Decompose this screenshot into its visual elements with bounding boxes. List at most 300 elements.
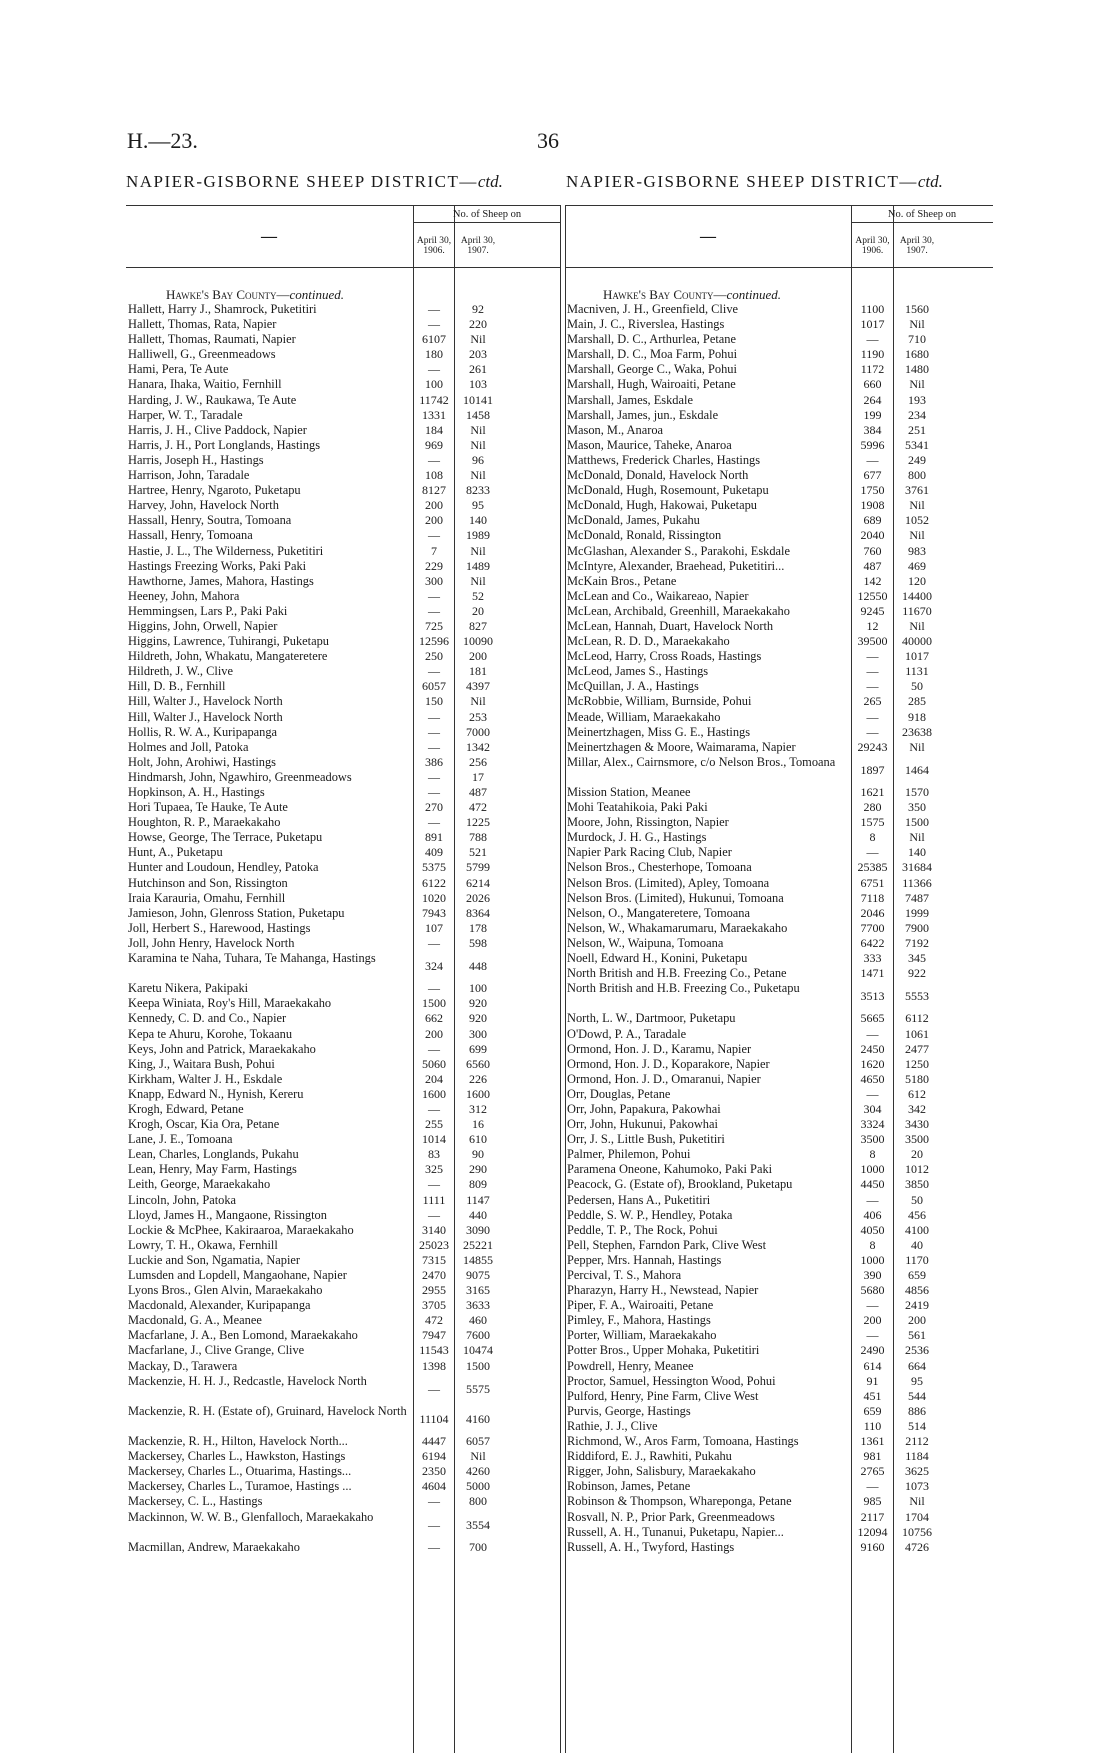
sheep-count-1906: 142 <box>863 573 882 588</box>
sheep-count-1907: 5575 <box>466 1381 490 1396</box>
sheep-count-1907: 178 <box>469 920 487 935</box>
sheep-count-1907: 120 <box>908 573 926 588</box>
sheep-count-1906: 6107 <box>422 332 446 347</box>
sheep-count-1907: 193 <box>908 392 926 407</box>
sheep-count-1907: 4397 <box>466 679 490 694</box>
sheep-count-1906: 11742 <box>419 392 449 407</box>
table-row <box>126 1208 561 1223</box>
sheep-count-1907: 800 <box>469 1494 487 1509</box>
owner-name: Pepper, Mrs. Hannah, Hastings <box>567 1252 722 1267</box>
sheep-count-1906: 5996 <box>860 437 885 452</box>
sheep-count-1906: — <box>428 815 440 830</box>
table-row <box>565 1389 993 1404</box>
table-row <box>126 453 561 468</box>
sheep-count-1907: 920 <box>469 996 487 1011</box>
owner-name: Halliwell, G., Greenmeadows <box>128 347 276 362</box>
sheep-count-1906: 29243 <box>857 739 888 754</box>
header-rule <box>413 222 561 223</box>
owner-name: Luckie and Son, Ngamatia, Napier <box>128 1252 301 1267</box>
sheep-count-1906: — <box>428 739 440 754</box>
owner-name: Percival, T. S., Mahora <box>567 1268 682 1282</box>
table-row <box>565 1162 993 1177</box>
owner-name: Hallett, Thomas, Rata, Napier <box>128 317 277 332</box>
sheep-count-1907: 103 <box>469 377 487 392</box>
sheep-count-1906: 5060 <box>422 1056 446 1071</box>
sheep-count-1907: 1225 <box>466 815 490 830</box>
sheep-count-1907: 2026 <box>466 890 490 905</box>
table-row <box>565 453 993 468</box>
table-row <box>565 740 993 755</box>
owner-name: Harris, J. H., Clive Paddock, Napier <box>128 422 307 437</box>
sheep-count-1906: — <box>428 785 440 799</box>
sheep-count-1906: 1172 <box>860 362 885 377</box>
owner-name: Nelson, O., Mangateretere, Tomoana <box>567 905 750 920</box>
sheep-count-1907: 1131 <box>905 664 929 679</box>
sheep-count-1906: 2040 <box>860 528 885 543</box>
owner-name: Meinertzhagen, Miss G. E., Hastings <box>567 724 751 739</box>
right-table <box>565 205 993 1753</box>
table-row <box>565 317 993 332</box>
sheep-count-1906: 1398 <box>422 1358 446 1373</box>
sheep-count-1907: 256 <box>469 754 487 769</box>
sheep-count-1907: 918 <box>908 709 926 724</box>
sheep-count-1907: 922 <box>908 966 926 981</box>
left-title-text: NAPIER-GISBORNE SHEEP DISTRICT— <box>126 172 478 191</box>
owner-name: Purvis, George, Hastings <box>567 1403 691 1418</box>
table-row <box>126 936 561 951</box>
table-row <box>565 377 993 392</box>
sheep-count-1906: 2350 <box>422 1464 446 1479</box>
table-row <box>126 1479 561 1494</box>
sheep-count-1907: 50 <box>911 1192 923 1207</box>
sheep-count-1906: 2046 <box>860 905 885 920</box>
sheep-count-1906: — <box>428 302 440 316</box>
sheep-count-1906: 1600 <box>422 1086 446 1101</box>
sheep-count-1907: 788 <box>469 830 487 845</box>
owner-name: Leith, George, Maraekakaho <box>128 1177 271 1192</box>
sheep-count-1907: 8233 <box>466 483 490 498</box>
sheep-count-1906: 3705 <box>422 1298 446 1313</box>
table-row <box>126 574 561 589</box>
sheep-count-1907: 6112 <box>905 1011 929 1026</box>
sheep-count-1907: 5000 <box>466 1479 490 1494</box>
table-row <box>126 302 561 317</box>
sheep-count-1907: 800 <box>908 468 926 483</box>
table-row <box>565 468 993 483</box>
sheep-count-1907: 5553 <box>905 989 929 1004</box>
sheep-count-1907: 4856 <box>905 1283 929 1298</box>
owner-name: Ormond, Hon. J. D., Koparakore, Napier <box>567 1056 770 1071</box>
owner-name: Lowry, T. H., Okawa, Fernhill <box>128 1237 278 1252</box>
owner-name: Kirkham, Walter J. H., Eskdale <box>128 1071 283 1086</box>
table-row <box>565 1404 993 1419</box>
table-top-rule <box>565 205 993 206</box>
table-row <box>565 1027 993 1042</box>
owner-name: Mohi Teatahikoia, Paki Paki <box>567 800 708 815</box>
sheep-count-1906: — <box>866 1328 879 1343</box>
col-1907-header: April 30, 1907. <box>460 236 496 256</box>
table-row <box>565 664 993 679</box>
sheep-count-1907: 710 <box>908 332 926 347</box>
left-rows <box>126 302 561 1555</box>
sheep-count-1907: 7600 <box>466 1328 490 1343</box>
owner-name: Lane, J. E., Tomoana <box>128 1132 233 1147</box>
table-row <box>126 1464 561 1479</box>
sheep-count-1907: 1989 <box>466 528 490 543</box>
sheep-count-1907: 886 <box>908 1403 926 1418</box>
sheep-count-1906: 1000 <box>860 1162 885 1177</box>
col-1906-header: April 30, 1906. <box>416 236 452 256</box>
table-row <box>565 755 993 785</box>
sheep-count-1906: 7943 <box>422 905 446 920</box>
sheep-count-1906: 200 <box>863 1313 882 1328</box>
table-row <box>126 1494 561 1509</box>
sheep-count-1906: 5680 <box>860 1283 885 1298</box>
table-row <box>126 951 561 981</box>
sheep-count-1906: 487 <box>863 558 882 573</box>
sheep-count-1906: — <box>428 1177 440 1192</box>
sheep-count-1907: 253 <box>469 709 487 724</box>
sheep-count-1907: 7487 <box>905 890 929 905</box>
sheep-count-1906: 204 <box>425 1071 443 1086</box>
sheep-count-1906: 6751 <box>860 875 885 890</box>
sheep-count-1906: 280 <box>863 800 882 815</box>
sheep-count-1906: — <box>866 452 879 467</box>
sheep-count-1906: — <box>428 1041 440 1056</box>
owner-name: McDonald, Ronald, Rissington <box>567 528 722 543</box>
sheep-count-1906: 969 <box>425 437 443 452</box>
sheep-count-1907: 4260 <box>466 1464 490 1479</box>
table-row <box>565 559 993 574</box>
header-dash: — <box>261 228 277 245</box>
sheep-count-1906: — <box>428 709 440 724</box>
sheep-count-1906: — <box>866 724 879 739</box>
sheep-count-1907: 809 <box>469 1177 487 1192</box>
sheep-count-1906: 1361 <box>860 1434 885 1449</box>
sheep-count-1906: 614 <box>863 1358 882 1373</box>
owner-name: Mackersey, Charles L., Hawkston, Hastings <box>128 1449 346 1464</box>
table-row <box>565 845 993 860</box>
owner-name: McLean, Hannah, Duart, Havelock North <box>567 618 774 633</box>
table-row <box>565 332 993 347</box>
owner-name: Matthews, Frederick Charles, Hastings <box>567 452 761 467</box>
sheep-count-1907: 20 <box>911 1147 923 1162</box>
sheep-count-1906: — <box>866 332 879 347</box>
owner-name: Hassall, Henry, Soutra, Tomoana <box>128 513 292 528</box>
table-row <box>126 694 561 709</box>
sheep-count-1906: 3140 <box>422 1222 446 1237</box>
sheep-count-1906: 6422 <box>860 935 885 950</box>
table-row <box>565 1298 993 1313</box>
sheep-count-1907: 6057 <box>466 1434 490 1449</box>
sheep-count-1906: 1471 <box>860 966 885 981</box>
right-title-text: NAPIER-GISBORNE SHEEP DISTRICT— <box>566 172 918 191</box>
owner-name: Mackay, D., Tarawera <box>128 1358 238 1373</box>
owner-name: Richmond, W., Aros Farm, Tomoana, Hastings <box>567 1434 799 1449</box>
sheep-count-1906: 200 <box>425 513 443 528</box>
sheep-count-1907: 448 <box>469 959 487 974</box>
owner-name: Ormond, Hon. J. D., Omaranui, Napier <box>567 1071 761 1086</box>
table-row <box>565 1011 993 1026</box>
table-row <box>126 393 561 408</box>
owner-name: Hori Tupaea, Te Hauke, Te Aute <box>128 800 288 815</box>
table-row <box>126 332 561 347</box>
sheep-count-1906: 1100 <box>860 302 885 316</box>
sheep-count-1907: 3761 <box>905 483 929 498</box>
owner-name: Powdrell, Henry, Meanee <box>567 1358 694 1373</box>
sheep-count-1906: 1897 <box>860 762 885 777</box>
sheep-count-1907: 14400 <box>902 588 932 603</box>
sheep-count-1906: — <box>428 1539 440 1554</box>
sheep-count-header: No. of Sheep on <box>452 209 522 220</box>
owner-name: North, L. W., Dartmoor, Puketapu <box>567 1011 736 1026</box>
sheep-count-header: No. of Sheep on <box>887 209 957 220</box>
sheep-count-1906: 7700 <box>860 920 885 935</box>
sheep-count-1906: 333 <box>863 951 882 966</box>
table-row <box>565 679 993 694</box>
sheep-count-1907: 1147 <box>466 1192 490 1207</box>
owner-name: Lockie & McPhee, Kakiraaroa, Maraekakaho <box>128 1222 354 1237</box>
owner-name: Keys, John and Patrick, Maraekakaho <box>128 1041 316 1056</box>
owner-name: Macdonald, G. A., Meanee <box>128 1313 262 1328</box>
sheep-count-1906: 3513 <box>860 989 885 1004</box>
owner-name: Krogh, Oscar, Kia Ora, Petane <box>128 1117 280 1132</box>
sheep-count-1907: 10141 <box>463 392 493 407</box>
sheep-count-1906: 107 <box>425 920 443 935</box>
sheep-count-1906: — <box>866 649 879 664</box>
sheep-count-1906: 11104 <box>419 1411 449 1426</box>
sheep-count-1907: 1250 <box>905 1056 929 1071</box>
owner-name: Hanara, Ihaka, Waitio, Fernhill <box>128 377 282 392</box>
sheep-count-1907: 2419 <box>905 1298 929 1313</box>
owner-name: Palmer, Philemon, Pohui <box>567 1147 691 1162</box>
sheep-count-1906: 4650 <box>860 1071 885 1086</box>
sheep-count-1907: 345 <box>908 951 926 966</box>
sheep-count-1906: 7118 <box>860 890 885 905</box>
table-row <box>126 544 561 559</box>
owner-name: Lean, Henry, May Farm, Hastings <box>128 1162 297 1177</box>
sheep-count-1907: 1061 <box>905 1026 929 1041</box>
owner-name: Lloyd, James H., Mangaone, Rissington <box>128 1207 327 1222</box>
sheep-count-1907: 7900 <box>905 920 929 935</box>
owner-name: Mackenzie, R. H. (Estate of), Gruinard, Havelock North <box>128 1403 407 1418</box>
sheep-count-1906: 4604 <box>422 1479 446 1494</box>
owner-name: McLeod, Harry, Cross Roads, Hastings <box>567 649 762 664</box>
sheep-count-1907: 1999 <box>905 905 929 920</box>
owner-name: Meinertzhagen & Moore, Waimarama, Napier <box>567 739 796 754</box>
sheep-count-1907: 487 <box>469 785 487 799</box>
table-row <box>565 302 993 317</box>
table-row <box>126 679 561 694</box>
sheep-count-1907: 460 <box>469 1313 487 1328</box>
table-row <box>126 589 561 604</box>
sheep-count-1906: 184 <box>425 422 443 437</box>
owner-name: Rigger, John, Salisbury, Maraekakaho <box>567 1464 756 1479</box>
owner-name: Pulford, Henry, Pine Farm, Clive West <box>567 1388 759 1403</box>
table-row <box>126 347 561 362</box>
table-row <box>565 725 993 740</box>
sheep-count-1906: 2117 <box>860 1509 885 1524</box>
owner-name: Napier Park Racing Club, Napier <box>567 845 732 860</box>
sheep-count-1906: — <box>428 1381 440 1396</box>
table-row <box>565 1268 993 1283</box>
owner-name: Hemmingsen, Lars P., Paki Paki <box>128 603 288 618</box>
sheep-count-1907: 40 <box>911 1237 923 1252</box>
table-row <box>565 1042 993 1057</box>
table-row <box>565 574 993 589</box>
table-row <box>565 589 993 604</box>
table-top-rule <box>126 205 561 206</box>
sheep-count-1907: 10756 <box>902 1524 932 1539</box>
owner-name: Hill, Walter J., Havelock North <box>128 694 283 709</box>
sheep-count-1907: 16 <box>472 1117 484 1132</box>
sheep-count-1906: 300 <box>425 573 443 588</box>
sheep-count-1906: 108 <box>425 468 443 483</box>
owner-name: Hill, D. B., Fernhill <box>128 679 226 694</box>
owner-name: Marshall, D. C., Moa Farm, Pohui <box>567 347 738 362</box>
sheep-count-1906: 12 <box>866 618 879 633</box>
owner-name: Higgins, John, Orwell, Napier <box>128 618 278 633</box>
table-row <box>126 1117 561 1132</box>
owner-name: Hawthorne, James, Mahora, Hastings <box>128 573 314 588</box>
table-row <box>565 876 993 891</box>
sheep-count-1907: 290 <box>469 1162 487 1177</box>
table-row <box>565 544 993 559</box>
sheep-count-1907: 20 <box>472 603 484 618</box>
table-row <box>565 710 993 725</box>
sheep-count-1906: 2450 <box>860 1041 885 1056</box>
sheep-count-1907: 1017 <box>905 649 929 664</box>
sheep-count-1907: 3430 <box>905 1117 929 1132</box>
owner-name: Higgins, Lawrence, Tuhirangi, Puketapu <box>128 634 329 649</box>
sheep-count-1906: 100 <box>425 377 443 392</box>
sheep-count-1907: 1680 <box>905 347 929 362</box>
table-row <box>126 906 561 921</box>
owner-name: Orr, John, Hukunui, Pakowhai <box>567 1117 718 1132</box>
table-row <box>565 408 993 423</box>
owner-name: Orr, John, Papakura, Pakowhai <box>567 1101 721 1116</box>
sheep-count-1907: 2112 <box>905 1434 929 1449</box>
table-row <box>126 1223 561 1238</box>
sheep-count-1907: 612 <box>908 1086 926 1101</box>
sheep-count-1906: — <box>428 317 440 332</box>
table-row <box>126 876 561 891</box>
sheep-count-1907: 203 <box>469 347 487 362</box>
col-1907-header: April 30, 1907. <box>899 236 935 256</box>
sheep-count-1907: 3625 <box>905 1464 929 1479</box>
sheep-count-1907: 1480 <box>905 362 929 377</box>
section-heading <box>603 287 781 303</box>
table-row <box>565 936 993 951</box>
sheep-count-1907: 312 <box>469 1101 487 1116</box>
sheep-count-1906: 6122 <box>422 875 446 890</box>
table-row <box>565 800 993 815</box>
owner-name: Ormond, Hon. J. D., Karamu, Napier <box>567 1041 752 1056</box>
owner-name: Harris, J. H., Port Longlands, Hastings <box>128 437 321 452</box>
sheep-count-1907: Nil <box>470 468 486 483</box>
sheep-count-1907: 7000 <box>466 724 490 739</box>
sheep-count-1906: 8 <box>869 830 876 845</box>
table-row <box>126 740 561 755</box>
sheep-count-1907: 1570 <box>905 785 929 799</box>
sheep-count-1906: 1908 <box>860 498 885 513</box>
sheep-count-1907: 9075 <box>466 1268 490 1282</box>
owner-name: Knapp, Edward N., Hynish, Kereru <box>128 1086 304 1101</box>
sheep-count-1907: Nil <box>909 317 925 332</box>
table-row <box>565 1419 993 1434</box>
table-row <box>565 1374 993 1389</box>
table-row <box>126 483 561 498</box>
sheep-count-1907: 1600 <box>466 1086 490 1101</box>
owner-name: McLean and Co., Waikareao, Napier <box>567 588 749 603</box>
owner-name: Nelson Bros., Chesterhope, Tomoana <box>567 860 752 875</box>
sheep-count-1906: — <box>428 1494 440 1509</box>
table-row <box>565 1343 993 1358</box>
sheep-count-1906: 5665 <box>860 1011 885 1026</box>
owner-name: McLean, Archibald, Greenhill, Maraekakaho <box>567 603 790 618</box>
table-row <box>126 921 561 936</box>
sheep-count-1906: 406 <box>863 1207 882 1222</box>
sheep-count-1907: 1500 <box>466 1358 490 1373</box>
table-row <box>565 604 993 619</box>
owner-name: Macniven, J. H., Greenfield, Clive <box>567 302 739 316</box>
table-row <box>565 1359 993 1374</box>
table-row <box>565 1193 993 1208</box>
sheep-count-1906: 200 <box>425 498 443 513</box>
table-row <box>126 634 561 649</box>
left-title-ctd: ctd. <box>477 172 503 191</box>
sheep-count-1906: 83 <box>428 1147 440 1162</box>
sheep-count-1906: 12596 <box>419 634 449 649</box>
sheep-count-1906: — <box>428 664 440 679</box>
table-row <box>126 528 561 543</box>
sheep-count-1907: 440 <box>469 1207 487 1222</box>
sheep-count-1907: 1500 <box>905 815 929 830</box>
header-dash: — <box>700 228 716 245</box>
sheep-count-1906: 3500 <box>860 1132 885 1147</box>
sheep-count-1907: 95 <box>911 1373 923 1388</box>
owner-name: Karetu Nikera, Pakipaki <box>128 981 249 996</box>
sheep-count-1907: 1458 <box>466 407 490 422</box>
owner-name: Orr, Douglas, Petane <box>567 1086 671 1101</box>
owner-name: Pedersen, Hans A., Puketitiri <box>567 1192 711 1207</box>
owner-name: Hallett, Thomas, Raumati, Napier <box>128 332 296 347</box>
sheep-count-1906: 12094 <box>857 1524 888 1539</box>
owner-name: Nelson Bros. (Limited), Apley, Tomoana <box>567 875 770 890</box>
sheep-count-1906: 660 <box>863 377 882 392</box>
table-row <box>565 1464 993 1479</box>
sheep-count-1907: 920 <box>469 1011 487 1026</box>
table-row <box>126 1072 561 1087</box>
owner-name: McIntyre, Alexander, Braehead, Puketitiri... <box>567 558 785 573</box>
sheep-count-1906: 8 <box>869 1237 876 1252</box>
table-row <box>126 1132 561 1147</box>
sheep-count-1907: 1464 <box>905 762 929 777</box>
sheep-count-1906: 250 <box>425 649 443 664</box>
table-row <box>565 498 993 513</box>
sheep-count-1907: 3554 <box>466 1517 490 1532</box>
sheep-count-1906: — <box>428 362 440 377</box>
sheep-count-1906: — <box>428 588 440 603</box>
left-column-title <box>126 172 503 192</box>
sheep-count-1906: — <box>866 1086 879 1101</box>
sheep-count-1906: 451 <box>863 1388 882 1403</box>
table-row <box>126 664 561 679</box>
sheep-count-1906: 1750 <box>860 483 885 498</box>
sheep-count-1907: 10090 <box>463 634 493 649</box>
owner-name: Peddle, T. P., The Rock, Pohui <box>567 1222 718 1237</box>
sheep-count-1906: 386 <box>425 754 443 769</box>
